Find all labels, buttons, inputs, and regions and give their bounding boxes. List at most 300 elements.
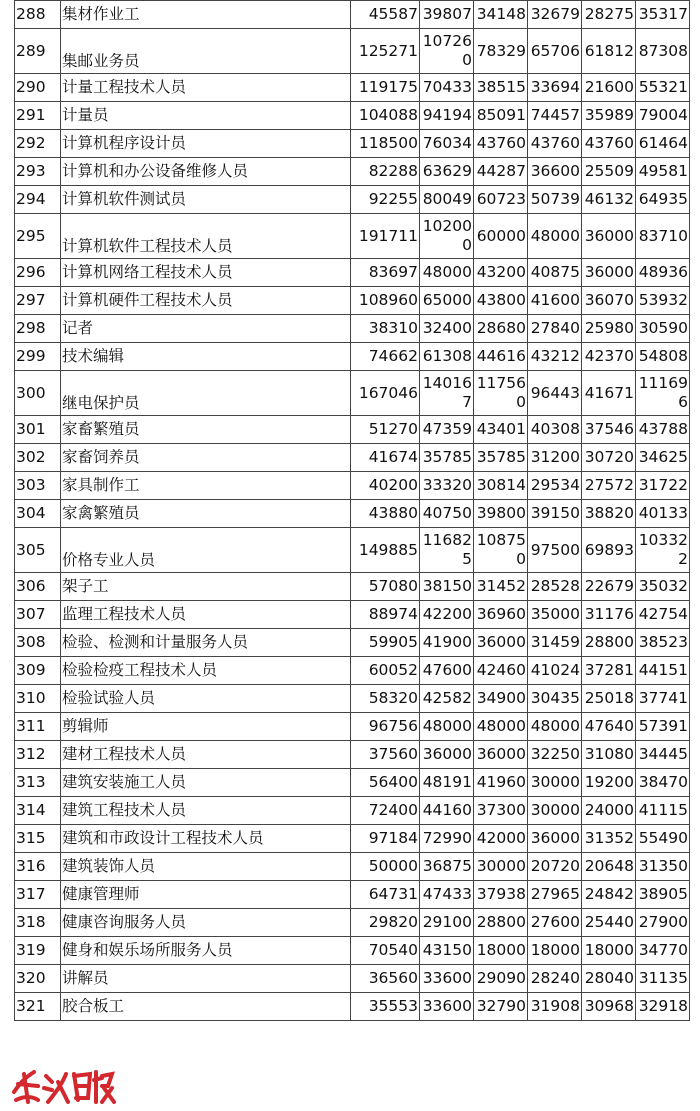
row-number: 307 xyxy=(15,601,61,629)
salary-value: 27572 xyxy=(582,472,636,500)
salary-value: 38470 xyxy=(636,769,690,797)
table-row xyxy=(15,74,690,102)
salary-value: 119175 xyxy=(351,74,420,102)
salary-value: 29100 xyxy=(420,909,474,937)
occupation-name: 计量工程技术人员 xyxy=(61,74,351,102)
salary-value: 64731 xyxy=(351,881,420,909)
salary-value: 48000 xyxy=(420,713,474,741)
salary-value: 191711 xyxy=(351,214,420,259)
salary-value: 61812 xyxy=(582,29,636,74)
salary-value: 36960 xyxy=(474,601,528,629)
salary-value: 102000 xyxy=(420,214,474,259)
row-number: 288 xyxy=(15,1,61,29)
table-row xyxy=(15,186,690,214)
salary-value: 31722 xyxy=(636,472,690,500)
salary-value: 43760 xyxy=(474,130,528,158)
row-number: 311 xyxy=(15,713,61,741)
salary-value: 30435 xyxy=(528,685,582,713)
salary-value: 44160 xyxy=(420,797,474,825)
occupation-name: 检验试验人员 xyxy=(61,685,351,713)
salary-table xyxy=(14,0,690,1021)
row-number: 310 xyxy=(15,685,61,713)
salary-value: 125271 xyxy=(351,29,420,74)
salary-value: 36000 xyxy=(474,741,528,769)
salary-value: 37281 xyxy=(582,657,636,685)
row-number: 320 xyxy=(15,965,61,993)
salary-value: 34445 xyxy=(636,741,690,769)
salary-value: 31200 xyxy=(528,444,582,472)
occupation-name: 家禽繁殖员 xyxy=(61,500,351,528)
occupation-name: 检验、检测和计量服务人员 xyxy=(61,629,351,657)
row-number: 289 xyxy=(15,29,61,74)
salary-value: 27840 xyxy=(528,315,582,343)
salary-value: 36600 xyxy=(528,158,582,186)
salary-value: 47600 xyxy=(420,657,474,685)
salary-value: 36000 xyxy=(474,629,528,657)
salary-value: 21600 xyxy=(582,74,636,102)
salary-value: 96443 xyxy=(528,371,582,416)
row-number: 309 xyxy=(15,657,61,685)
salary-value: 44616 xyxy=(474,343,528,371)
salary-value: 97500 xyxy=(528,528,582,573)
salary-value: 30000 xyxy=(528,769,582,797)
salary-value: 27965 xyxy=(528,881,582,909)
salary-value: 30814 xyxy=(474,472,528,500)
row-number: 298 xyxy=(15,315,61,343)
salary-value: 37300 xyxy=(474,797,528,825)
row-number: 290 xyxy=(15,74,61,102)
salary-value: 36000 xyxy=(528,825,582,853)
salary-value: 29820 xyxy=(351,909,420,937)
salary-value: 32400 xyxy=(420,315,474,343)
salary-value: 18000 xyxy=(528,937,582,965)
salary-value: 44287 xyxy=(474,158,528,186)
salary-value: 104088 xyxy=(351,102,420,130)
row-number: 295 xyxy=(15,214,61,259)
occupation-name: 计算机硬件工程技术人员 xyxy=(61,287,351,315)
salary-value: 35553 xyxy=(351,993,420,1021)
salary-value: 41024 xyxy=(528,657,582,685)
salary-value: 30000 xyxy=(474,853,528,881)
salary-value: 36000 xyxy=(582,259,636,287)
occupation-name: 计算机程序设计员 xyxy=(61,130,351,158)
row-number: 299 xyxy=(15,343,61,371)
salary-value: 48936 xyxy=(636,259,690,287)
salary-value: 29090 xyxy=(474,965,528,993)
table-row xyxy=(15,528,690,573)
salary-value: 59905 xyxy=(351,629,420,657)
salary-value: 42370 xyxy=(582,343,636,371)
salary-value: 61464 xyxy=(636,130,690,158)
table-row xyxy=(15,573,690,601)
salary-value: 30968 xyxy=(582,993,636,1021)
salary-value: 28528 xyxy=(528,573,582,601)
salary-value: 72400 xyxy=(351,797,420,825)
row-number: 302 xyxy=(15,444,61,472)
salary-value: 30590 xyxy=(636,315,690,343)
row-number: 308 xyxy=(15,629,61,657)
salary-value: 92255 xyxy=(351,186,420,214)
salary-value: 36875 xyxy=(420,853,474,881)
occupation-name: 价格专业人员 xyxy=(61,528,351,573)
salary-value: 35785 xyxy=(474,444,528,472)
salary-value: 55490 xyxy=(636,825,690,853)
salary-value: 33694 xyxy=(528,74,582,102)
salary-value: 78329 xyxy=(474,29,528,74)
salary-value: 43150 xyxy=(420,937,474,965)
salary-value: 111696 xyxy=(636,371,690,416)
salary-value: 83710 xyxy=(636,214,690,259)
occupation-name: 计量员 xyxy=(61,102,351,130)
table-row xyxy=(15,657,690,685)
salary-value: 41674 xyxy=(351,444,420,472)
salary-value: 48000 xyxy=(528,713,582,741)
salary-value: 40308 xyxy=(528,416,582,444)
salary-value: 63629 xyxy=(420,158,474,186)
salary-value: 20720 xyxy=(528,853,582,881)
salary-value: 85091 xyxy=(474,102,528,130)
table-row xyxy=(15,130,690,158)
salary-value: 41960 xyxy=(474,769,528,797)
salary-value: 55321 xyxy=(636,74,690,102)
salary-value: 140167 xyxy=(420,371,474,416)
salary-value: 37741 xyxy=(636,685,690,713)
salary-value: 82288 xyxy=(351,158,420,186)
table-row xyxy=(15,825,690,853)
salary-value: 42754 xyxy=(636,601,690,629)
salary-value: 69893 xyxy=(582,528,636,573)
salary-value: 25980 xyxy=(582,315,636,343)
occupation-name: 计算机软件测试员 xyxy=(61,186,351,214)
table-row xyxy=(15,343,690,371)
salary-value: 65706 xyxy=(528,29,582,74)
salary-value: 39800 xyxy=(474,500,528,528)
salary-value: 43880 xyxy=(351,500,420,528)
salary-value: 25018 xyxy=(582,685,636,713)
salary-value: 57391 xyxy=(636,713,690,741)
salary-value: 65000 xyxy=(420,287,474,315)
salary-value: 70540 xyxy=(351,937,420,965)
salary-value: 35989 xyxy=(582,102,636,130)
salary-value: 28275 xyxy=(582,1,636,29)
salary-value: 34625 xyxy=(636,444,690,472)
table-row xyxy=(15,102,690,130)
salary-value: 32250 xyxy=(528,741,582,769)
salary-value: 58320 xyxy=(351,685,420,713)
salary-value: 31350 xyxy=(636,853,690,881)
salary-value: 31176 xyxy=(582,601,636,629)
row-number: 321 xyxy=(15,993,61,1021)
occupation-name: 检验检疫工程技术人员 xyxy=(61,657,351,685)
occupation-name: 家畜饲养员 xyxy=(61,444,351,472)
salary-value: 80049 xyxy=(420,186,474,214)
salary-value: 32679 xyxy=(528,1,582,29)
salary-value: 34900 xyxy=(474,685,528,713)
salary-value: 41115 xyxy=(636,797,690,825)
salary-value: 43212 xyxy=(528,343,582,371)
salary-value: 118500 xyxy=(351,130,420,158)
salary-value: 33320 xyxy=(420,472,474,500)
salary-value: 24000 xyxy=(582,797,636,825)
salary-value: 31908 xyxy=(528,993,582,1021)
salary-value: 36000 xyxy=(582,214,636,259)
salary-value: 50000 xyxy=(351,853,420,881)
table-row xyxy=(15,601,690,629)
salary-value: 107260 xyxy=(420,29,474,74)
table-body xyxy=(15,1,690,1021)
salary-value: 25440 xyxy=(582,909,636,937)
row-number: 312 xyxy=(15,741,61,769)
table-row xyxy=(15,909,690,937)
row-number: 296 xyxy=(15,259,61,287)
row-number: 319 xyxy=(15,937,61,965)
table-row xyxy=(15,629,690,657)
salary-value: 47433 xyxy=(420,881,474,909)
salary-value: 74457 xyxy=(528,102,582,130)
salary-value: 20648 xyxy=(582,853,636,881)
salary-value: 22679 xyxy=(582,573,636,601)
salary-value: 31135 xyxy=(636,965,690,993)
salary-value: 46132 xyxy=(582,186,636,214)
salary-value: 32918 xyxy=(636,993,690,1021)
salary-value: 28800 xyxy=(582,629,636,657)
salary-value: 45587 xyxy=(351,1,420,29)
salary-value: 116825 xyxy=(420,528,474,573)
salary-value: 34770 xyxy=(636,937,690,965)
newspaper-logo-watermark xyxy=(8,1062,118,1107)
salary-value: 36070 xyxy=(582,287,636,315)
salary-value: 48000 xyxy=(474,713,528,741)
table-row xyxy=(15,315,690,343)
salary-value: 56400 xyxy=(351,769,420,797)
salary-value: 41600 xyxy=(528,287,582,315)
table-row xyxy=(15,287,690,315)
row-number: 301 xyxy=(15,416,61,444)
table-row xyxy=(15,500,690,528)
salary-value: 27900 xyxy=(636,909,690,937)
salary-value: 48000 xyxy=(528,214,582,259)
salary-value: 43200 xyxy=(474,259,528,287)
salary-value: 35785 xyxy=(420,444,474,472)
salary-value: 87308 xyxy=(636,29,690,74)
table-row xyxy=(15,741,690,769)
occupation-name: 家具制作工 xyxy=(61,472,351,500)
table-row xyxy=(15,444,690,472)
salary-value: 38905 xyxy=(636,881,690,909)
salary-value: 29534 xyxy=(528,472,582,500)
occupation-name: 健康管理师 xyxy=(61,881,351,909)
salary-value: 57080 xyxy=(351,573,420,601)
occupation-name: 架子工 xyxy=(61,573,351,601)
salary-value: 37560 xyxy=(351,741,420,769)
salary-value: 43401 xyxy=(474,416,528,444)
salary-value: 28240 xyxy=(528,965,582,993)
salary-value: 48191 xyxy=(420,769,474,797)
occupation-name: 建筑装饰人员 xyxy=(61,853,351,881)
salary-value: 60723 xyxy=(474,186,528,214)
salary-value: 40750 xyxy=(420,500,474,528)
row-number: 313 xyxy=(15,769,61,797)
salary-value: 28800 xyxy=(474,909,528,937)
row-number: 293 xyxy=(15,158,61,186)
salary-value: 28040 xyxy=(582,965,636,993)
salary-value: 51270 xyxy=(351,416,420,444)
calligraphy-logo-icon xyxy=(8,1062,118,1107)
salary-value: 34148 xyxy=(474,1,528,29)
salary-value: 33600 xyxy=(420,993,474,1021)
table-row xyxy=(15,797,690,825)
occupation-name: 计算机网络工程技术人员 xyxy=(61,259,351,287)
salary-value: 70433 xyxy=(420,74,474,102)
salary-value: 50739 xyxy=(528,186,582,214)
salary-value: 32790 xyxy=(474,993,528,1021)
salary-value: 40200 xyxy=(351,472,420,500)
salary-value: 54808 xyxy=(636,343,690,371)
row-number: 314 xyxy=(15,797,61,825)
salary-value: 79004 xyxy=(636,102,690,130)
occupation-name: 健康咨询服务人员 xyxy=(61,909,351,937)
salary-value: 88974 xyxy=(351,601,420,629)
salary-value: 42460 xyxy=(474,657,528,685)
salary-value: 94194 xyxy=(420,102,474,130)
salary-value: 60052 xyxy=(351,657,420,685)
occupation-name: 继电保护员 xyxy=(61,371,351,416)
occupation-name: 建筑工程技术人员 xyxy=(61,797,351,825)
salary-value: 60000 xyxy=(474,214,528,259)
salary-value: 49581 xyxy=(636,158,690,186)
occupation-name: 技术编辑 xyxy=(61,343,351,371)
salary-value: 40875 xyxy=(528,259,582,287)
salary-value: 47359 xyxy=(420,416,474,444)
occupation-name: 胶合板工 xyxy=(61,993,351,1021)
row-number: 315 xyxy=(15,825,61,853)
salary-value: 74662 xyxy=(351,343,420,371)
occupation-name: 集材作业工 xyxy=(61,1,351,29)
salary-value: 35317 xyxy=(636,1,690,29)
occupation-name: 建筑安装施工人员 xyxy=(61,769,351,797)
occupation-name: 建材工程技术人员 xyxy=(61,741,351,769)
salary-value: 30720 xyxy=(582,444,636,472)
salary-value: 27600 xyxy=(528,909,582,937)
salary-value: 41671 xyxy=(582,371,636,416)
salary-value: 72990 xyxy=(420,825,474,853)
row-number: 317 xyxy=(15,881,61,909)
salary-value: 36000 xyxy=(420,741,474,769)
salary-value: 43760 xyxy=(582,130,636,158)
row-number: 300 xyxy=(15,371,61,416)
occupation-name: 计算机软件工程技术人员 xyxy=(61,214,351,259)
table-row xyxy=(15,853,690,881)
salary-value: 24842 xyxy=(582,881,636,909)
salary-value: 38515 xyxy=(474,74,528,102)
salary-value: 64935 xyxy=(636,186,690,214)
occupation-name: 剪辑师 xyxy=(61,713,351,741)
salary-value: 44151 xyxy=(636,657,690,685)
salary-value: 103322 xyxy=(636,528,690,573)
table-row xyxy=(15,881,690,909)
table-row xyxy=(15,1,690,29)
salary-value: 35000 xyxy=(528,601,582,629)
salary-value: 42000 xyxy=(474,825,528,853)
salary-value: 18000 xyxy=(582,937,636,965)
salary-value: 37546 xyxy=(582,416,636,444)
row-number: 318 xyxy=(15,909,61,937)
table-row xyxy=(15,416,690,444)
salary-value: 41900 xyxy=(420,629,474,657)
salary-value: 83697 xyxy=(351,259,420,287)
row-number: 304 xyxy=(15,500,61,528)
row-number: 303 xyxy=(15,472,61,500)
occupation-name: 建筑和市政设计工程技术人员 xyxy=(61,825,351,853)
table-row xyxy=(15,29,690,74)
salary-value: 61308 xyxy=(420,343,474,371)
salary-value: 31459 xyxy=(528,629,582,657)
salary-value: 108750 xyxy=(474,528,528,573)
salary-value: 42200 xyxy=(420,601,474,629)
table-row xyxy=(15,371,690,416)
row-number: 305 xyxy=(15,528,61,573)
salary-value: 31080 xyxy=(582,741,636,769)
salary-value: 30000 xyxy=(528,797,582,825)
table-row xyxy=(15,993,690,1021)
salary-value: 19200 xyxy=(582,769,636,797)
salary-value: 31452 xyxy=(474,573,528,601)
salary-value: 42582 xyxy=(420,685,474,713)
table-row xyxy=(15,259,690,287)
occupation-name: 计算机和办公设备维修人员 xyxy=(61,158,351,186)
occupation-name: 讲解员 xyxy=(61,965,351,993)
salary-value: 18000 xyxy=(474,937,528,965)
occupation-name: 家畜繁殖员 xyxy=(61,416,351,444)
salary-value: 47640 xyxy=(582,713,636,741)
table-row xyxy=(15,769,690,797)
salary-value: 108960 xyxy=(351,287,420,315)
table-row xyxy=(15,713,690,741)
salary-value: 43800 xyxy=(474,287,528,315)
occupation-name: 监理工程技术人员 xyxy=(61,601,351,629)
occupation-name: 健身和娱乐场所服务人员 xyxy=(61,937,351,965)
row-number: 291 xyxy=(15,102,61,130)
salary-value: 40133 xyxy=(636,500,690,528)
row-number: 306 xyxy=(15,573,61,601)
salary-value: 38523 xyxy=(636,629,690,657)
salary-value: 167046 xyxy=(351,371,420,416)
salary-value: 31352 xyxy=(582,825,636,853)
table-row xyxy=(15,472,690,500)
salary-value: 149885 xyxy=(351,528,420,573)
row-number: 297 xyxy=(15,287,61,315)
salary-value: 33600 xyxy=(420,965,474,993)
salary-value: 76034 xyxy=(420,130,474,158)
occupation-name: 记者 xyxy=(61,315,351,343)
table-row xyxy=(15,937,690,965)
salary-value: 37938 xyxy=(474,881,528,909)
salary-value: 38310 xyxy=(351,315,420,343)
salary-value: 43760 xyxy=(528,130,582,158)
occupation-name: 集邮业务员 xyxy=(61,29,351,74)
salary-value: 35032 xyxy=(636,573,690,601)
salary-value: 117560 xyxy=(474,371,528,416)
salary-value: 38150 xyxy=(420,573,474,601)
salary-value: 96756 xyxy=(351,713,420,741)
salary-value: 48000 xyxy=(420,259,474,287)
table-row xyxy=(15,158,690,186)
salary-value: 25509 xyxy=(582,158,636,186)
row-number: 294 xyxy=(15,186,61,214)
salary-value: 38820 xyxy=(582,500,636,528)
salary-value: 28680 xyxy=(474,315,528,343)
table-row xyxy=(15,685,690,713)
